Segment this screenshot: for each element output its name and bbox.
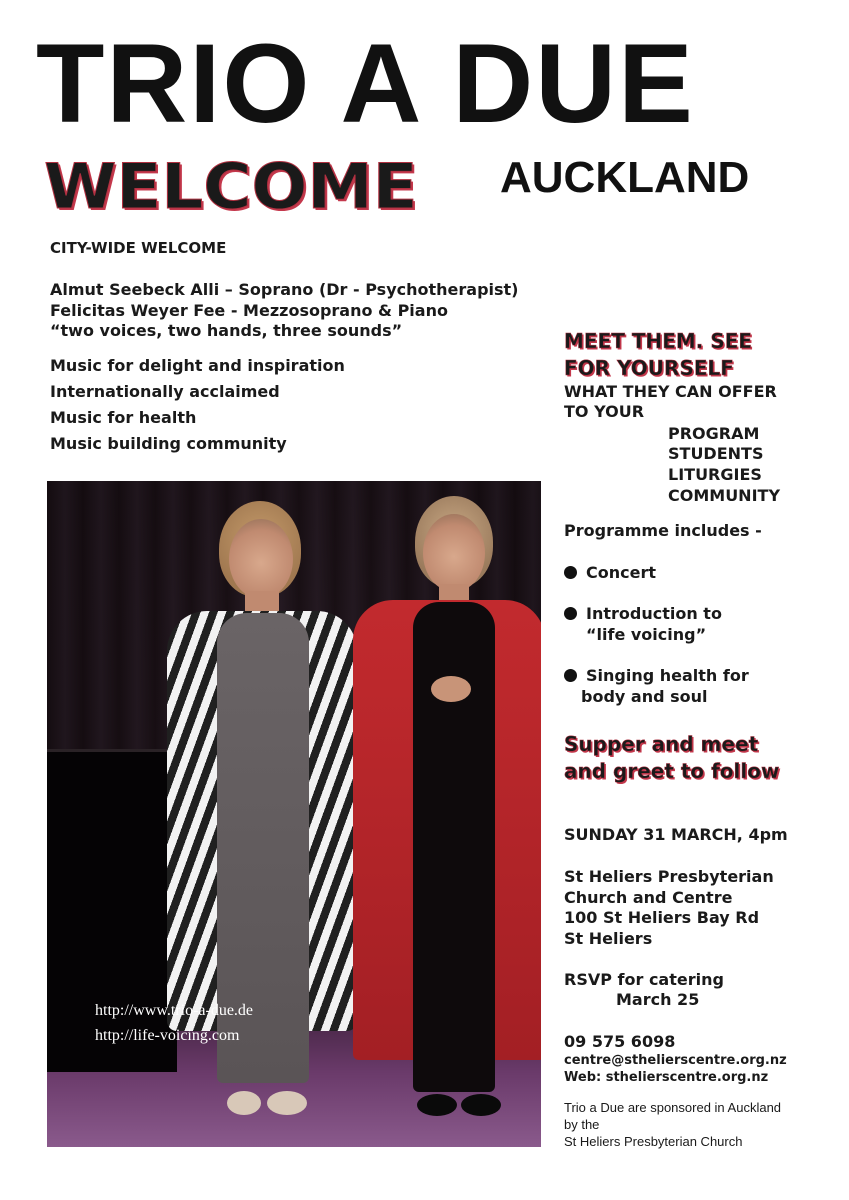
city-heading: AUCKLAND [500,153,750,202]
bullet-icon [564,669,577,682]
bullet-icon [564,566,577,579]
performers-photo [47,481,541,1147]
venue-line3: 100 St Heliers Bay Rd [564,908,760,927]
performer-2: Felicitas Weyer Fee - Mezzosoprano & Piano [50,301,448,320]
meet-item-community: COMMUNITY [668,486,781,505]
trio-website-link[interactable]: http://www.trio-a-due.de [95,1002,254,1019]
programme-item-intro: Introduction to [564,604,722,624]
rsvp-line2: March 25 [616,990,700,1009]
programme-label: Programme includes - [564,521,762,540]
venue-line1: St Heliers Presbyterian [564,867,774,886]
meet-item-liturgies: LITURGIES [668,465,762,484]
sponsor-line2: by the [564,1117,600,1132]
performer-right-figure [347,496,541,1126]
programme-item-singing: Singing health for [564,666,749,686]
feature-1: Music for delight and inspiration [50,356,345,375]
sponsor-line3: St Heliers Presbyterian Church [564,1134,743,1149]
supper-line1: Supper and meet [564,732,759,756]
welcome-heading: WELCOME [44,150,418,223]
feature-3: Music for health [50,408,197,427]
meet-item-program: PROGRAM [668,424,760,443]
sponsor-line1: Trio a Due are sponsored in Auckland [564,1100,782,1115]
meet-sub-line2: TO YOUR [564,402,645,421]
citywide-label: CITY-WIDE WELCOME [50,239,227,257]
feature-2: Internationally acclaimed [50,382,280,401]
rsvp-line1: RSVP for catering [564,970,724,989]
supper-line2: and greet to follow [564,759,780,783]
meet-heading-line2: FOR YOURSELF [564,356,734,380]
programme-item-concert: Concert [564,563,656,583]
contact-email[interactable]: centre@sthelierscentre.org.nz [564,1053,787,1068]
meet-item-students: STUDENTS [668,444,764,463]
motto: “two voices, two hands, three sounds” [50,321,403,340]
venue-line4: St Heliers [564,929,653,948]
performer-1: Almut Seebeck Alli – Soprano (Dr - Psychotherapist) [50,280,519,299]
feature-4: Music building community [50,434,287,453]
meet-heading-line1: MEET THEM. SEE [564,329,753,353]
life-voicing-link[interactable]: http://life-voicing.com [95,1027,240,1044]
programme-item-singing-cont: body and soul [581,687,708,706]
poster-title: TRIO A DUE [36,21,695,146]
meet-sub-line1: WHAT THEY CAN OFFER [564,382,777,401]
programme-item-intro-cont: “life voicing” [586,625,707,644]
event-date: SUNDAY 31 MARCH, 4pm [564,825,788,844]
contact-web[interactable]: Web: sthelierscentre.org.nz [564,1070,769,1085]
contact-phone: 09 575 6098 [564,1032,676,1051]
venue-line2: Church and Centre [564,888,733,907]
bullet-icon [564,607,577,620]
